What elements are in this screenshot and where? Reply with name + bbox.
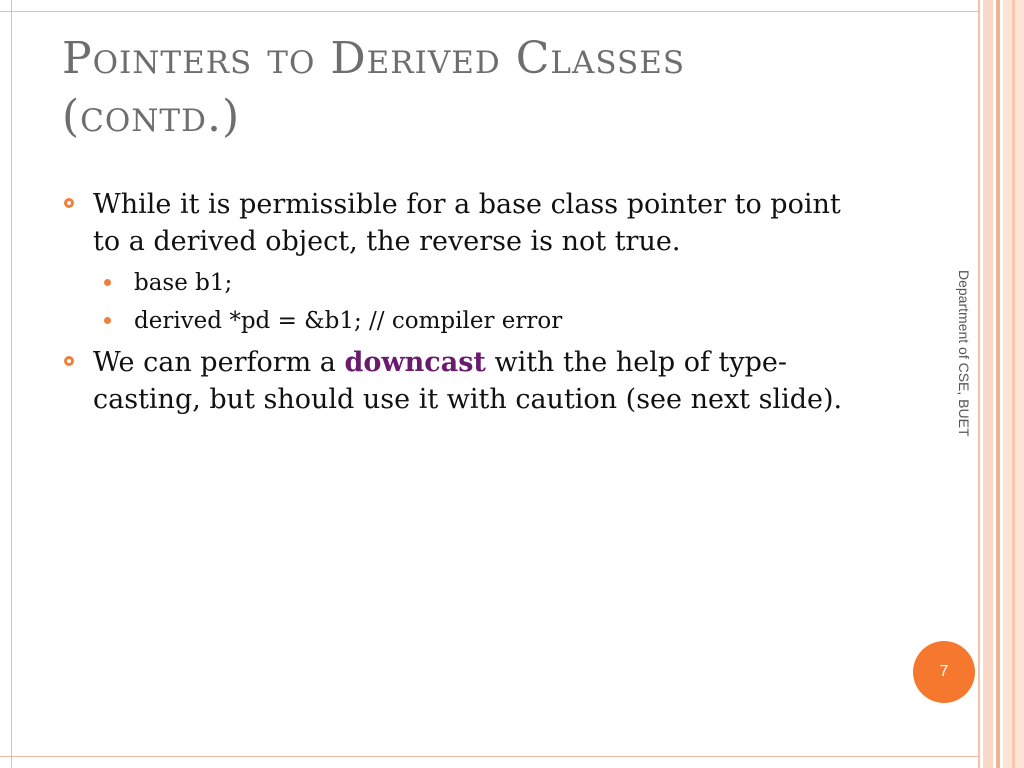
orange-dot-bullet-icon bbox=[104, 279, 111, 286]
decorative-stripe bbox=[1012, 0, 1015, 768]
sub-bullet-item bbox=[62, 264, 872, 302]
emphasis-downcast: downcast bbox=[344, 347, 486, 378]
bullet-text: While it is permissible for a base class pointer to point to a derived object, the reverse is not true. bbox=[93, 189, 841, 257]
orange-ring-bullet-icon bbox=[64, 356, 74, 366]
decorative-stripe bbox=[983, 0, 993, 768]
frame-line-left bbox=[11, 0, 12, 768]
slide-title-line1: Pointers to Derived Classes bbox=[62, 33, 686, 84]
bullet-item bbox=[62, 344, 872, 418]
sub-bullet-item bbox=[62, 302, 872, 340]
bullet-item bbox=[62, 186, 872, 260]
frame-line-bottom bbox=[0, 756, 980, 757]
decorative-stripe bbox=[996, 0, 1000, 768]
orange-dot-bullet-icon bbox=[104, 317, 111, 324]
bullet-text-pre: We can perform a bbox=[93, 347, 345, 378]
sub-bullet-text: base b1; bbox=[134, 270, 233, 296]
frame-line-top bbox=[0, 11, 980, 12]
sub-bullet-text: derived *pd = &b1; // compiler error bbox=[134, 308, 563, 334]
orange-ring-bullet-icon bbox=[64, 198, 74, 208]
page-number: 7 bbox=[939, 663, 949, 680]
department-label: Department of CSE, BUET bbox=[956, 270, 972, 437]
slide-body bbox=[62, 186, 872, 422]
decorative-stripe bbox=[978, 0, 980, 768]
bullet-text-post: with the help of type-casting, but should use it with caution (see next slide). bbox=[93, 347, 843, 415]
slide-title bbox=[62, 30, 922, 146]
page-number-badge bbox=[913, 641, 975, 703]
slide-title-line2: (contd.) bbox=[62, 91, 241, 142]
